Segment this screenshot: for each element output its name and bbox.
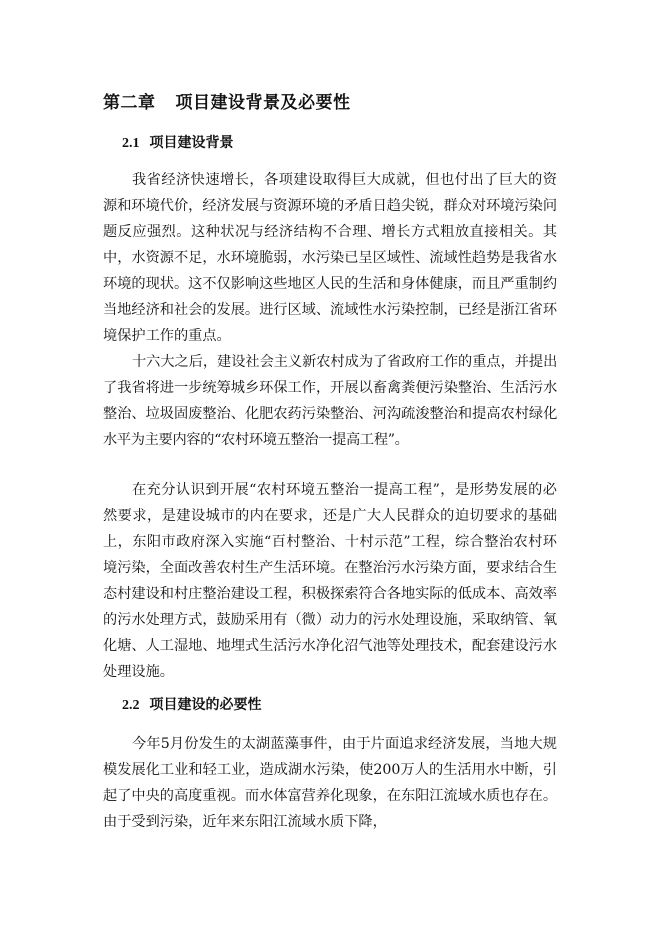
section-heading-2-2 (122, 694, 262, 714)
chapter-number: 第二章 (103, 93, 156, 113)
paragraph: 我省经济快速增长，各项建设取得巨大成就，但也付出了巨大的资源和环境代价，经济发展与资源环境的矛盾日趋尖锐，群众对环境污染问题反应强烈。这种状况与经济结构不合理、增长方式粗放直接相关。其中，水资源不足，水环境脆弱，水污染已呈区域性、流域性趋势是我省水环境的现状。这不仅影响这些地区人民的生活和身体健康，而且严重制约当地经济和社会的发展。进行区域、流域性水污染控制，已经是浙江省环境保护工作的重点。 (103, 172, 558, 344)
chapter-title-text: 项目建设背景及必要性 (175, 93, 351, 113)
paragraph: 今年5月份发生的太湖蓝藻事件，由于片面追求经济发展，当地大规模发展化工业和轻工业，造成湖水污染，使200万人的生活用水中断，引起了中央的高度重视。而水体富营养化现象，在东阳江流域水质也存在。由于受到污染，近年来东阳江流域水质下降， (103, 736, 558, 830)
section-number: 2.1 (122, 136, 140, 151)
section-title: 项目建设背景 (149, 135, 234, 151)
section-number: 2.2 (122, 698, 140, 713)
paragraph: 十六大之后，建设社会主义新农村成为了省政府工作的重点，并提出了我省将进一步统筹城乡环保工作，开展以畜禽粪便污染整治、生活污水整治、垃圾固废整治、化肥农药污染整治、河沟疏浚整治和提高农村绿化水平为主要内容的“农村环境五整治一提高工程”。 (103, 354, 557, 448)
chapter-title (103, 88, 351, 113)
section-heading-2-1 (122, 132, 234, 152)
section-title: 项目建设的必要性 (149, 697, 262, 713)
paragraph: 在充分认识到开展“农村环境五整治一提高工程”，是形势发展的必然要求，是建设城市的内在要求，还是广大人民群众的迫切要求的基础上，东阳市政府深入实施“百村整治、十村示范”工程，综合整治农村环境污染，全面改善农村生产生活环境。在整治污水污染方面，要求结合生态村建设和村庄整治建设工程，积极探索符合各地实际的低成本、高效率的污水处理方式，鼓励采用有（微）动力的污水处理设施，采取纳管、氧化塘、人工湿地、地埋式生活污水净化沼气池等处理技术，配套建设污水处理设施。 (103, 482, 558, 680)
